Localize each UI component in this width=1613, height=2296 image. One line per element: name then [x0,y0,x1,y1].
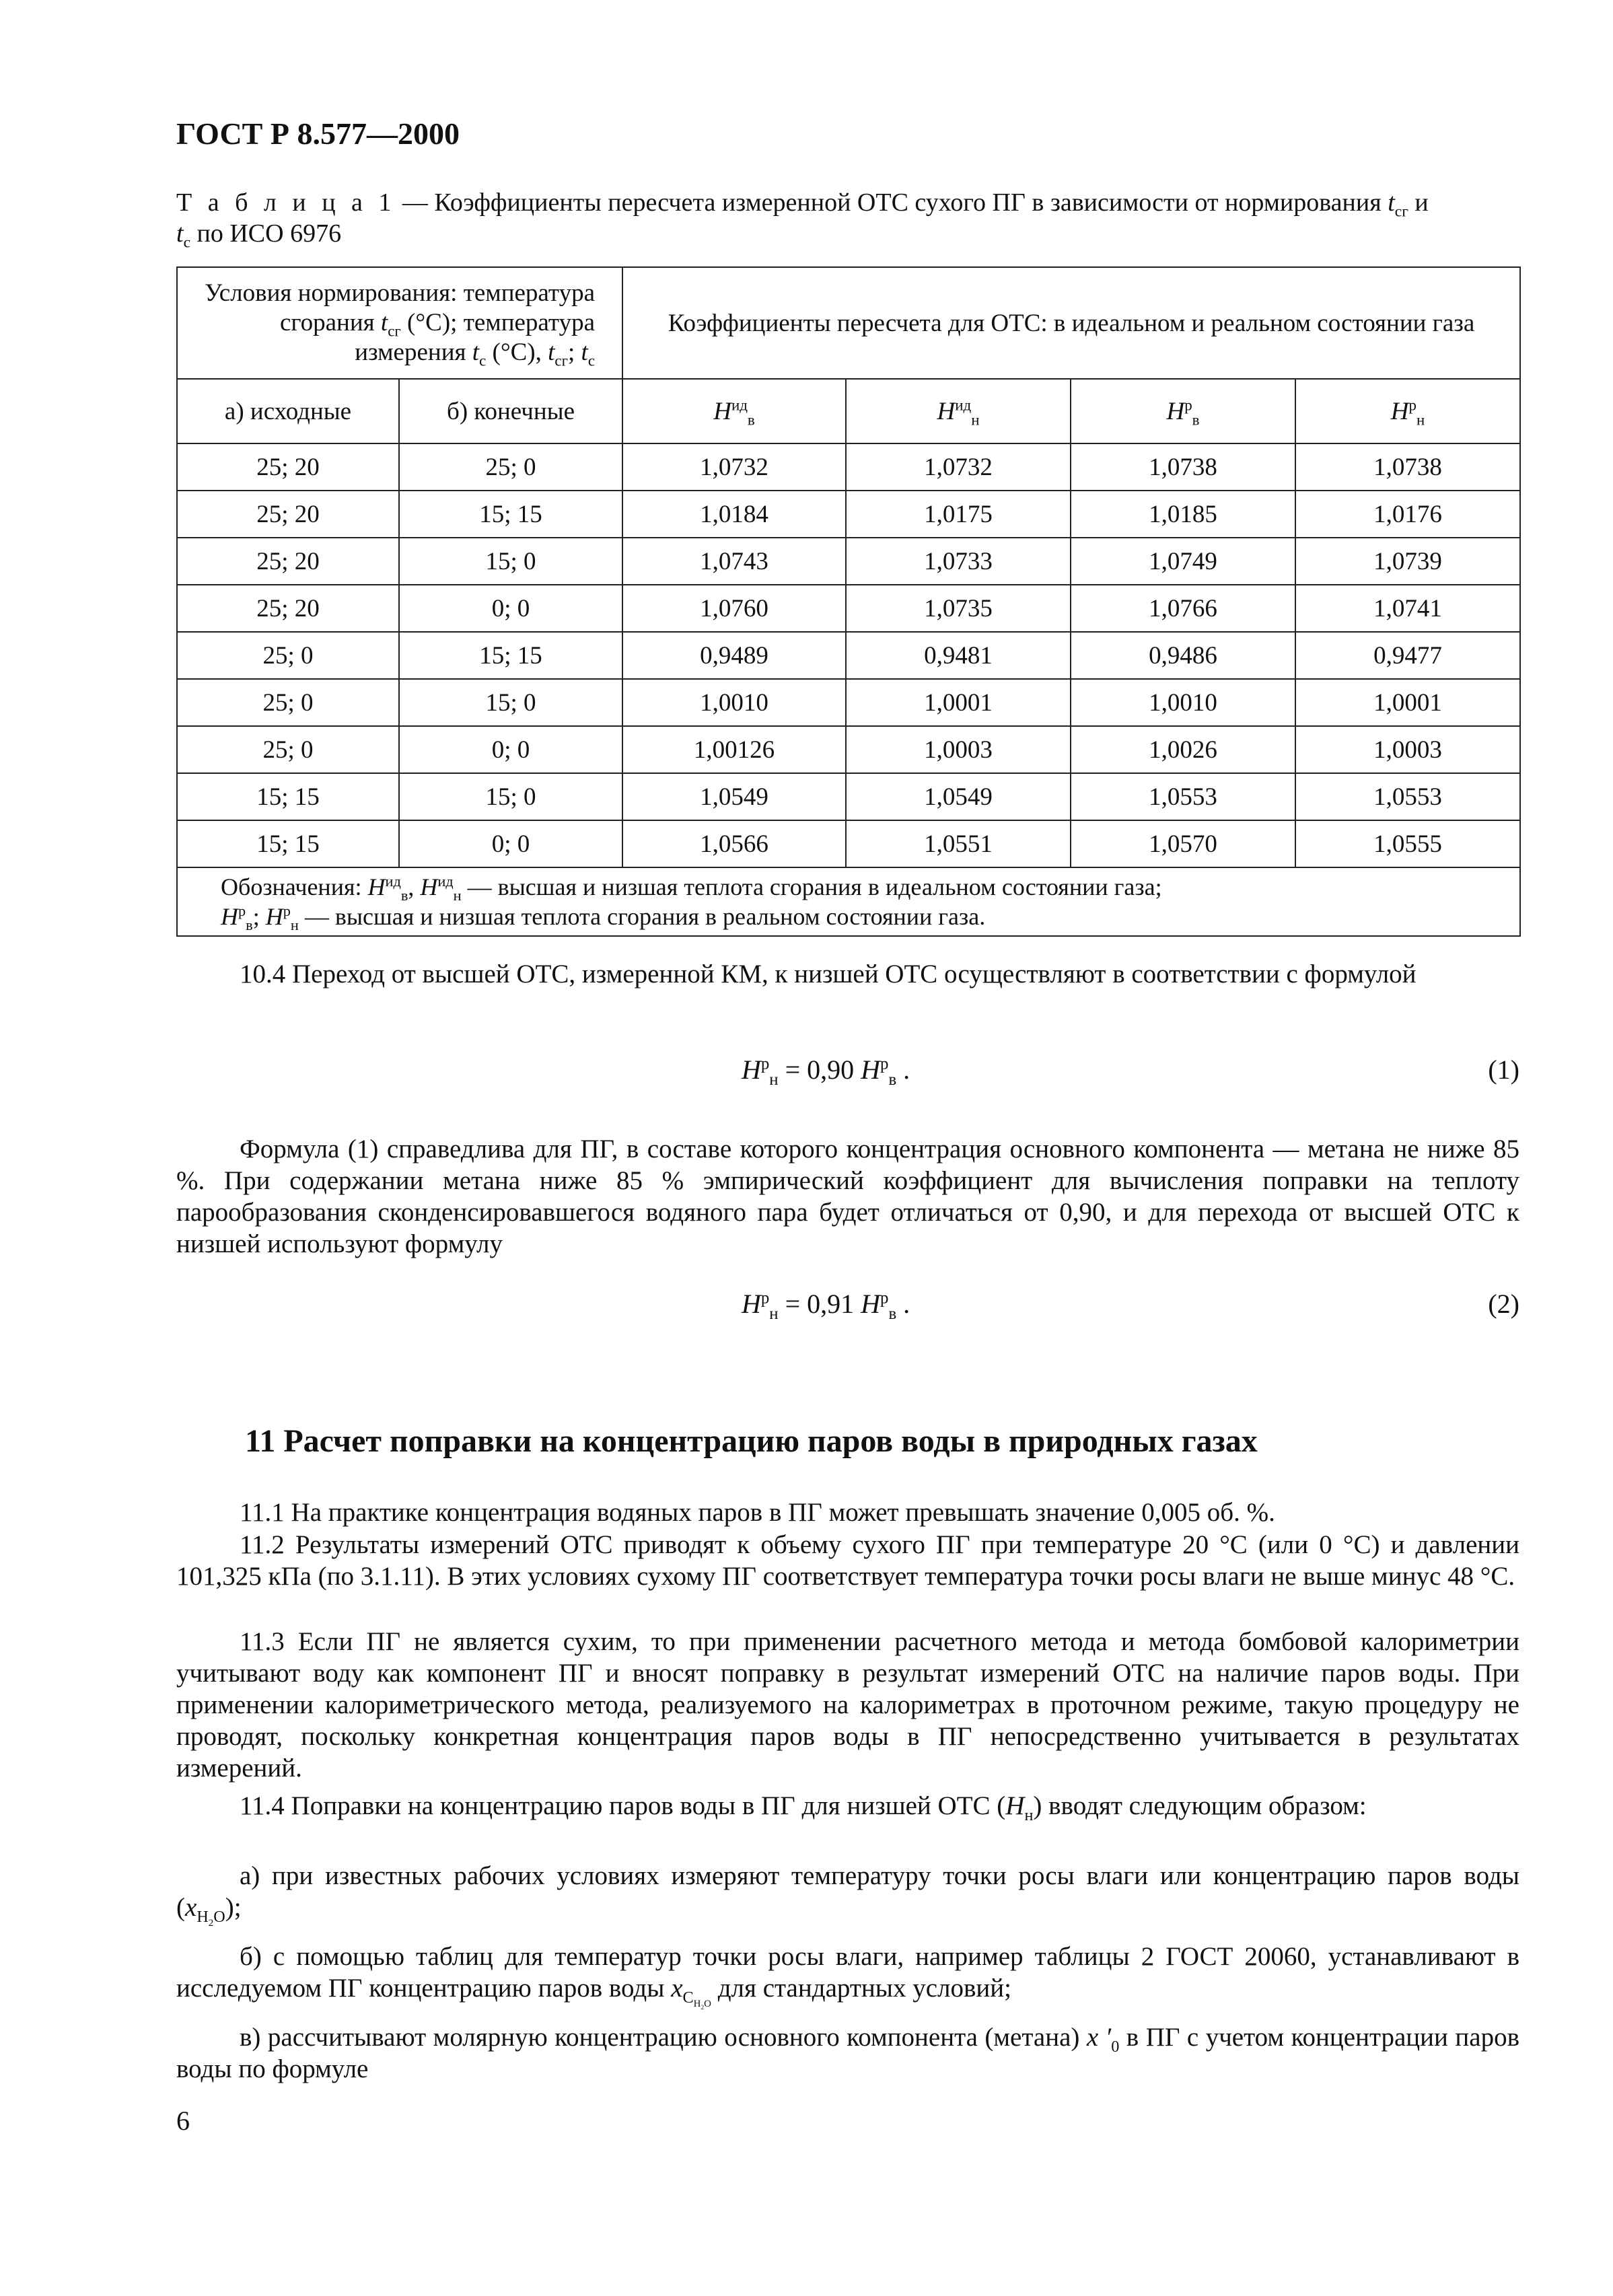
head-conditions-l2b: (°С); температура [400,309,595,336]
section-11-heading: 11 Расчет поправки на концентрацию паров воды в природных газах [245,1423,1258,1459]
caption-tcg: t [1388,188,1395,217]
caption-tcg-sub: сг [1394,203,1408,221]
table-cell: 1,0001 [846,679,1071,726]
table-cell: 1,0766 [1071,585,1295,632]
col-sym-0: $H^{ид}_в$ [622,379,846,443]
col-sym-3: $H^р_н$ [1295,379,1520,443]
table-cell: 25; 0 [177,726,399,773]
table-row [177,820,1520,867]
table-cell: 0,9477 [1295,632,1520,679]
table-cell: 1,0001 [1295,679,1520,726]
head-conditions-l2a: сгорания [279,309,381,336]
table-cell: 1,0553 [1295,773,1520,820]
table-row [177,538,1520,585]
head-conditions-l3b: (°С), [486,338,548,366]
table-cell: 1,0749 [1071,538,1295,585]
item-b: б) с помощью таблиц для температур точки росы влаги, например таблицы 2 ГОСТ 20060, устанавливают в исследуемом ПГ концентрацию паров воды $x_{С_{H_2O}}$ для стандартных условий; [176,1942,1519,2011]
table-row [177,443,1520,491]
table-cell: 15; 15 [399,491,622,538]
table-cell: 1,0738 [1295,443,1520,491]
table-row [177,632,1520,679]
paragraph-11-3: 11.3 Если ПГ не является сухим, то при применении расчетного метода и метода бомбовой калориметрии учитывают воду как компонент ПГ и вносят поправку в результат измерений ОТС на наличие паров воды. При применении калориметрического метода, реализуемого на калориметрах в проточном режиме, такую процедуру не проводят, поскольку конкретная концентрация паров воды в ПГ непосредственно учитывается в результатах измерений. [176,1627,1519,1783]
table-cell: 1,0003 [846,726,1071,773]
head-coefficients: Коэффициенты пересчета для ОТС: в идеальном и реальном состоянии газа [622,267,1520,379]
table-cell: 25; 0 [177,679,399,726]
head-conditions: Условия нормирования: температура сгорания $t_{сг}$ (°С); температура измерения $t_с$ (°С), $t_{сг}$; $t_с$ [177,267,622,379]
paragraph-11-1: 11.1 На практике концентрация водяных паров в ПГ может превышать значение 0,005 об. %. [240,1498,1275,1527]
table-cell: 1,0741 [1295,585,1520,632]
table-cell: 0,9481 [846,632,1071,679]
table-cell: 25; 20 [177,491,399,538]
table-cell: 1,0553 [1071,773,1295,820]
table-cell: 15; 0 [399,773,622,820]
table-cell: 1,0175 [846,491,1071,538]
table-cell: 1,0026 [1071,726,1295,773]
paragraph-formula1-note: Формула (1) справедлива для ПГ, в составе которого концентрация основного компонента — метана не ниже 85 %. При содержании метана ниже 85 % эмпирический коэффициент для вычисления поправки на теплоту парообразования сконденсировавшегося водяного пара будет отличаться от 0,90, и для перехода от высшей ОТС к низшей используют формулу [176,1135,1519,1258]
col-final: б) конечные [399,379,622,443]
col-sym-2: $H^р_в$ [1071,379,1295,443]
col-initial: а) исходные [177,379,399,443]
table-cell: 1,0010 [1071,679,1295,726]
table-row [177,491,1520,538]
table-row [177,679,1520,726]
note-line2: — высшая и низшая теплота сгорания в реальном состоянии газа. [298,903,986,930]
caption-tc-sub: с [183,234,191,252]
table-cell: 1,0570 [1071,820,1295,867]
table-cell: 1,0733 [846,538,1071,585]
table-cell: 15; 0 [399,538,622,585]
item-c: в) рассчитывают молярную концентрацию основного компонента (метана) x $'_0$ в ПГ с учетом концентрации паров воды по формуле [176,2023,1519,2083]
table-cell: 25; 0 [177,632,399,679]
table-cell: 1,0743 [622,538,846,585]
table-cell: 1,0739 [1295,538,1520,585]
table-cell: 15; 0 [399,679,622,726]
table-cell: 1,0176 [1295,491,1520,538]
table-cell: 1,0735 [846,585,1071,632]
caption-prefix: Т а б л и ц а 1 [176,188,396,217]
table-cell: 1,0010 [622,679,846,726]
table-body [177,443,1520,867]
table-cell: 15; 15 [399,632,622,679]
table-cell: 1,0760 [622,585,846,632]
table-cell: 0; 0 [399,820,622,867]
note-label: Обозначения: [221,873,368,900]
table-caption [176,187,1519,252]
table-cell: 25; 20 [177,538,399,585]
paragraph-11-4: 11.4 Поправки на концентрацию паров воды в ПГ для низшей ОТС $(H_н)$ вводят следующим образом: [240,1791,1367,1824]
col-sym-1: $H^{ид}_н$ [846,379,1071,443]
head-conditions-l3a: измерения [355,338,472,366]
caption-tc: t [176,219,184,248]
table-cell: 1,00126 [622,726,846,773]
table-cell: 1,0566 [622,820,846,867]
table-cell: 1,0555 [1295,820,1520,867]
table-cell: 25; 20 [177,443,399,491]
caption-end: по ИСО 6976 [190,219,342,248]
table-cell: 0; 0 [399,726,622,773]
table-cell: 1,0185 [1071,491,1295,538]
table-cell: 1,0549 [846,773,1071,820]
table-note: Обозначения: $H^{ид}_в$, $H^{ид}_н$ — высшая и низшая теплота сгорания в идеальном состоянии газа; $H^р_в$; $H^р_н$ — высшая и низшая теплота сгорания в реальном состоянии газа. [177,867,1520,936]
formula-2-number: (2) [1488,1289,1519,1319]
caption-text: — Коэффициенты пересчета измеренной ОТС сухого ПГ в зависимости от нормирования [396,188,1388,217]
table-row [177,726,1520,773]
table-cell: 15; 15 [177,820,399,867]
paragraph-11-2: 11.2 Результаты измерений ОТС приводят к объему сухого ПГ при температуре 20 °С (или 0 °С) и давлении 101,325 кПа (по 3.1.11). В этих условиях сухому ПГ соответствует температура точки росы влаги не выше минус 48 °С. [176,1530,1519,1591]
formula-1-number: (1) [1488,1054,1519,1085]
table-cell: 25; 0 [399,443,622,491]
table-cell: 1,0732 [622,443,846,491]
table-cell: 0,9486 [1071,632,1295,679]
table-cell: 1,0003 [1295,726,1520,773]
paragraph-10-4: 10.4 Переход от высшей ОТС, измеренной КМ, к низшей ОТС осуществляют в соответствии с формулой [240,960,1417,989]
table-cell: 15; 15 [177,773,399,820]
table-cell: 1,0551 [846,820,1071,867]
conversion-table [176,266,1521,937]
formula-2: $H^р_н = 0,91$ $H^р_в$ . [742,1289,910,1323]
page-number: 6 [176,2106,190,2136]
item-a: а) при известных рабочих условиях измеряют температуру точки росы влаги или концентрацию паров воды $(x_{H_2O})$; [176,1861,1519,1929]
table-cell: 25; 20 [177,585,399,632]
table-cell: 1,0184 [622,491,846,538]
table-cell: 1,0732 [846,443,1071,491]
table-cell: 1,0549 [622,773,846,820]
note-line1: — высшая и низшая теплота сгорания в идеальном состоянии газа; [461,873,1162,900]
table-row [177,773,1520,820]
table-row [177,585,1520,632]
table-cell: 0,9489 [622,632,846,679]
head-conditions-l1: Условия нормирования: температура [205,279,595,307]
table-cell: 1,0738 [1071,443,1295,491]
table-cell: 0; 0 [399,585,622,632]
caption-and: и [1408,188,1429,217]
document-header: ГОСТ Р 8.577—2000 [176,116,460,151]
formula-1: $H^р_н = 0,90$ $H^р_в$ . [742,1054,910,1089]
